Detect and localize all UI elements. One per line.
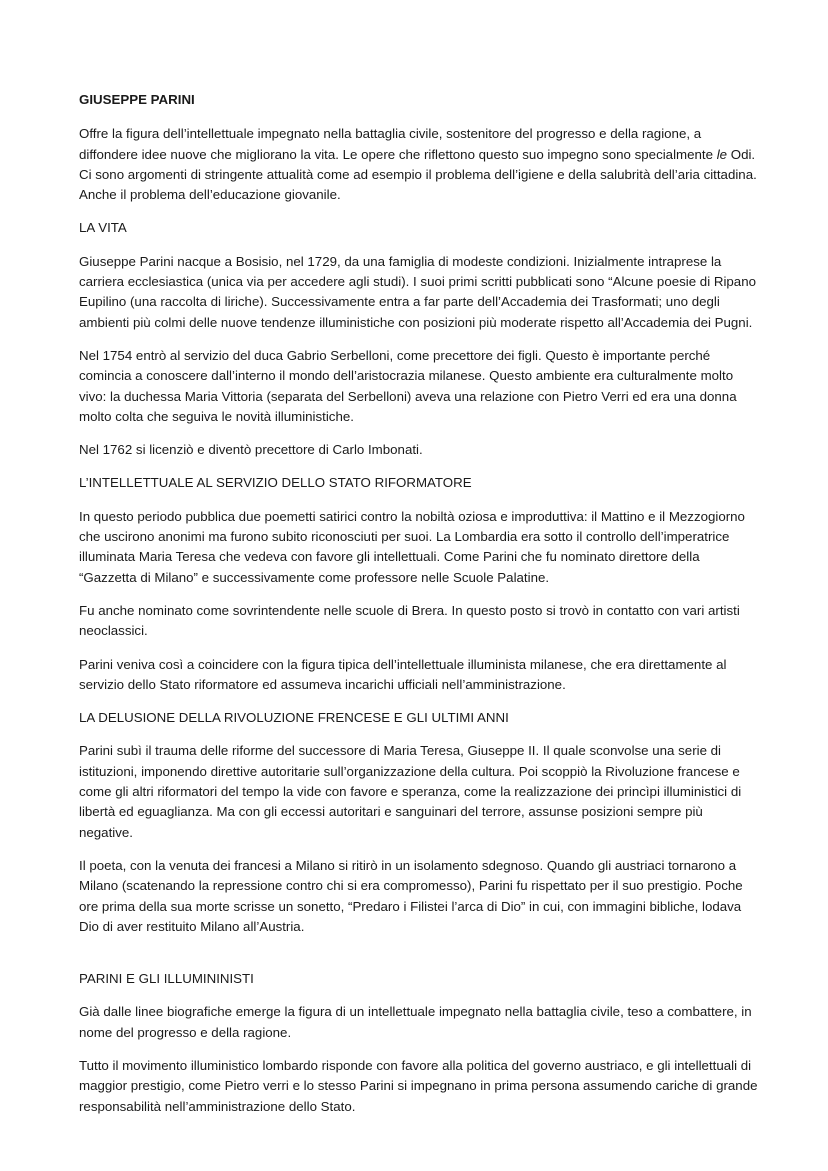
section-heading-la-vita: LA VITA — [79, 220, 127, 236]
paragraph: Nel 1754 entrò al servizio del duca Gabrio Serbelloni, come precettore dei figli. Questo è importante perché comincia a conoscere dall’interno il mondo dell’aristocrazia milanese. Questo ambiente era culturalmente molto vivo: la duchessa Maria Vittoria (separata del Serbelloni) aveva una relazione con Pietro Verri ed era una donna molto colta che seguiva le novità illuministiche. — [79, 347, 737, 424]
paragraph: Il poeta, con la venuta dei francesi a Milano si ritirò in un isolamento sdegnoso. Quando gli austriaci tornarono a Milano (scatenando la repressione contro chi si era compromesso), Parini fu rispettato per il suo prestigio. Poche ore prima della sua morte scrisse un sonetto, “Predaro i Filistei l’arca di Dio” in cui, con immagini bibliche, lodava Dio di aver restituito Milano all’Austria. — [79, 857, 743, 934]
paragraph: In questo periodo pubblica due poemetti satirici contro la nobiltà oziosa e improduttiva: il Mattino e il Mezzogiorno che uscirono anonimi ma furono subito riconosciuti per suoi. La Lombardia era sotto il controllo dell’imperatrice illuminata Maria Teresa che vedeva con favore gli intellettuali. Come Parini che fu nominato direttore della “Gazzetta di Milano” e successivamente come professore nelle Scuole Palatine. — [79, 508, 745, 585]
paragraph: Già dalle linee biografiche emerge la figura di un intellettuale impegnato nella battaglia civile, teso a combattere, in nome del progresso e della ragione. — [79, 1004, 752, 1040]
intro-text-1: Offre la figura dell’intellettuale impegnato nella battaglia civile, sostenitore del progresso e della ragione, a diffondere idee nuove che migliorano la vita. Le opere che riflettono questo suo impegno sono specialmente — [79, 126, 717, 162]
document-title: GIUSEPPE PARINI — [79, 92, 195, 107]
intro-italic-text: le — [716, 146, 728, 162]
paragraph: Nel 1762 si licenziò e diventò precettore di Carlo Imbonati. — [79, 442, 423, 458]
paragraph: Tutto il movimento illuministico lombardo risponde con favore alla politica del governo austriaco, e gli intellettuali di maggior prestigio, come Pietro verri e lo stesso Parini si impegnano in prima persona assumendo cariche di grande responsabilità nell’amministrazione dello Stato. — [79, 1057, 758, 1114]
intro-paragraph — [79, 124, 759, 205]
section-heading-intellettuale: L’INTELLETTUALE AL SERVIZIO DELLO STATO RIFORMATORE — [79, 475, 472, 491]
intro-text-2: Odi. Ci sono argomenti di stringente attualità come ad esempio il problema dell’igiene e della salubrità dell’aria cittadina. Anche il problema dell’educazione giovanile. — [79, 146, 757, 203]
paragraph: Parini subì il trauma delle riforme del successore di Maria Teresa, Giuseppe II. Il quale sconvolse una serie di istituzioni, imponendo direttive autoritarie sull’organizzazione della cultura. Poi scoppiò la Rivoluzione francese e come gli altri riformatori del tempo la vide con favore e speranza, come la realizzazione dei princìpi illuministici di libertà ed eguaglianza. Ma con gli eccessi autoritari e sanguinari del terrore, assunse posizioni sempre più negative. — [79, 743, 742, 840]
section-heading-delusione: LA DELUSIONE DELLA RIVOLUZIONE FRENCESE E GLI ULTIMI ANNI — [79, 710, 509, 726]
paragraph: Giuseppe Parini nacque a Bosisio, nel 1729, da una famiglia di modeste condizioni. Inizialmente intraprese la carriera ecclesiastica (unica via per accedere agli studi). I suoi primi scritti pubblicati sono “Alcune poesie di Ripano Eupilino (una raccolta di liriche). Successivamente entra a far parte dell’Accademia dei Trasformati; uno degli ambienti più colmi delle nuove tendenze illuministiche con posizioni più moderate rispetto all’Accademia dei Pugni. — [79, 253, 756, 330]
section-heading-illuministi: PARINI E GLI ILLUMININISTI — [79, 971, 254, 987]
paragraph: Parini veniva così a coincidere con la figura tipica dell’intellettuale illuminista milanese, che era direttamente al servizio dello Stato riformatore ed assumeva incarichi ufficiali nell’amministrazione. — [79, 656, 727, 692]
paragraph: Fu anche nominato come sovrintendente nelle scuole di Brera. In questo posto si trovò in contatto con vari artisti neoclassici. — [79, 602, 740, 639]
document-page — [79, 90, 759, 1130]
